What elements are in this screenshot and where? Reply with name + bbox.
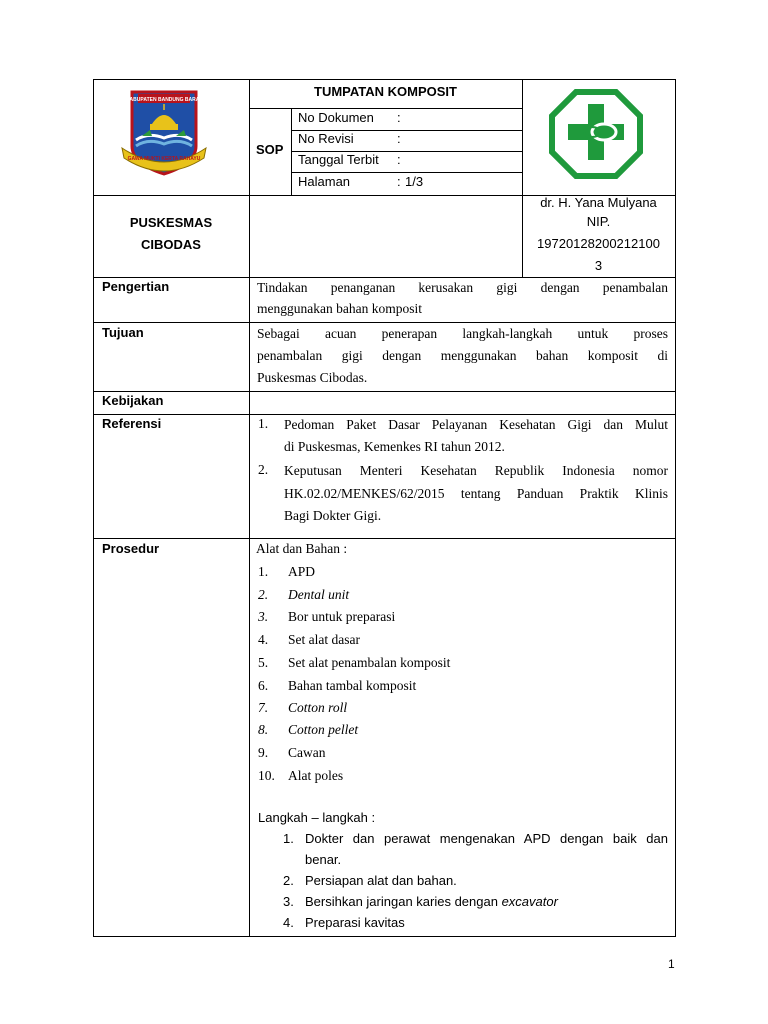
list-number: 2.	[283, 873, 294, 888]
table-border	[93, 79, 676, 80]
list-number: 1.	[258, 416, 269, 431]
list-item: Dental unit	[288, 587, 350, 602]
tujuan-text-line: Puskesmas Cibodas.	[257, 370, 368, 385]
field-value: 1/3	[405, 174, 424, 189]
tujuan-text-line: Sebagai acuan penerapan langkah-langkah untuk proses	[257, 326, 668, 341]
list-item: Cotton pellet	[288, 722, 359, 737]
list-number: 2.	[258, 462, 269, 477]
table-border	[249, 108, 522, 109]
document-title: TUMPATAN KOMPOSIT	[314, 84, 457, 99]
list-item: Set alat penambalan komposit	[288, 655, 451, 670]
table-border	[291, 108, 292, 196]
list-item: Set alat dasar	[288, 632, 360, 647]
langkah-text: Bersihkan jaringan karies dengan	[305, 894, 502, 909]
list-number: 2.	[258, 587, 269, 602]
langkah-text-italic: excavator	[501, 894, 558, 909]
referensi-item-line: Keputusan Menteri Kesehatan Republik Indonesia nomor	[284, 463, 668, 478]
table-border	[291, 172, 522, 173]
page-number: 1	[668, 957, 675, 971]
list-number: 5.	[258, 655, 269, 670]
svg-text:GAWA MUKTI KERTA RAHAYU: GAWA MUKTI KERTA RAHAYU	[127, 156, 201, 162]
org-name-line1: PUSKESMAS	[129, 215, 213, 230]
langkah-item-line: benar.	[305, 852, 342, 867]
field-separator: :	[397, 174, 401, 189]
pengertian-text-line: menggunakan bahan komposit	[257, 301, 422, 316]
list-number: 4.	[258, 632, 269, 647]
list-item: Cotton roll	[288, 700, 348, 715]
alat-heading: Alat dan Bahan :	[256, 541, 348, 556]
svg-text:KABUPATEN BANDUNG BARAT: KABUPATEN BANDUNG BARAT	[125, 97, 203, 103]
table-border	[93, 277, 676, 278]
section-label-kebijakan: Kebijakan	[102, 393, 164, 408]
signer-nip-cont: 3	[594, 258, 603, 273]
table-border	[93, 322, 676, 323]
sop-label: SOP	[256, 142, 284, 157]
langkah-item-line	[305, 894, 558, 910]
table-border	[93, 79, 94, 937]
kabupaten-bandung-barat-emblem-icon	[118, 88, 210, 180]
list-number: 8.	[258, 722, 269, 737]
referensi-item-line: Pedoman Paket Dasar Pelayanan Kesehatan Gigi dan Mulut	[284, 417, 668, 432]
list-number: 4.	[283, 915, 294, 930]
org-name-line2: CIBODAS	[141, 237, 201, 252]
list-number: 3.	[283, 894, 294, 909]
signer-name: dr. H. Yana Mulyana	[540, 195, 657, 210]
table-border	[675, 79, 676, 937]
section-label-pengertian: Pengertian	[102, 279, 170, 294]
referensi-item-line: Bagi Dokter Gigi.	[284, 508, 382, 523]
list-number: 7.	[258, 700, 269, 715]
field-label: Halaman	[298, 174, 351, 189]
field-separator: :	[397, 152, 401, 167]
list-number: 6.	[258, 678, 269, 693]
field-label: Tanggal Terbit	[298, 152, 379, 167]
list-number: 9.	[258, 745, 269, 760]
signer-nip: 19720128200212100	[537, 236, 660, 251]
table-border	[93, 936, 676, 937]
langkah-item-line: Persiapan alat dan bahan.	[305, 873, 457, 888]
list-number: 1.	[283, 831, 294, 846]
section-label-referensi: Referensi	[102, 416, 162, 431]
field-label: No Dokumen	[298, 110, 374, 125]
list-number: 1.	[258, 564, 269, 579]
table-border	[93, 391, 676, 392]
list-item: Bahan tambal komposit	[288, 678, 417, 693]
list-number: 3.	[258, 609, 269, 624]
puskesmas-green-cross-icon	[548, 88, 644, 180]
tujuan-text-line: penambalan gigi dengan menggunakan bahan komposit di	[257, 348, 668, 363]
signer-nip-label: NIP.	[586, 214, 611, 229]
list-number: 10.	[258, 768, 275, 783]
table-border	[93, 538, 676, 539]
field-separator: :	[397, 131, 401, 146]
langkah-item-line: Dokter dan perawat mengenakan APD dengan baik dan	[305, 831, 668, 846]
list-item: APD	[288, 564, 316, 579]
referensi-item-line: di Puskesmas, Kemenkes RI tahun 2012.	[284, 439, 505, 454]
list-item: Bor untuk preparasi	[288, 609, 396, 624]
field-label: No Revisi	[298, 131, 354, 146]
field-separator: :	[397, 110, 401, 125]
table-border	[93, 414, 676, 415]
langkah-heading: Langkah – langkah :	[258, 810, 376, 825]
referensi-item-line: HK.02.02/MENKES/62/2015 tentang Panduan Praktik Klinis	[284, 486, 668, 501]
list-item: Cawan	[288, 745, 326, 760]
section-label-prosedur: Prosedur	[102, 541, 160, 556]
langkah-item-line: Preparasi kavitas	[305, 915, 405, 930]
list-item: Alat poles	[288, 768, 344, 783]
pengertian-text-line: Tindakan penanganan kerusakan gigi dengan penambalan	[257, 280, 668, 295]
section-label-tujuan: Tujuan	[102, 325, 144, 340]
table-border	[249, 79, 250, 937]
